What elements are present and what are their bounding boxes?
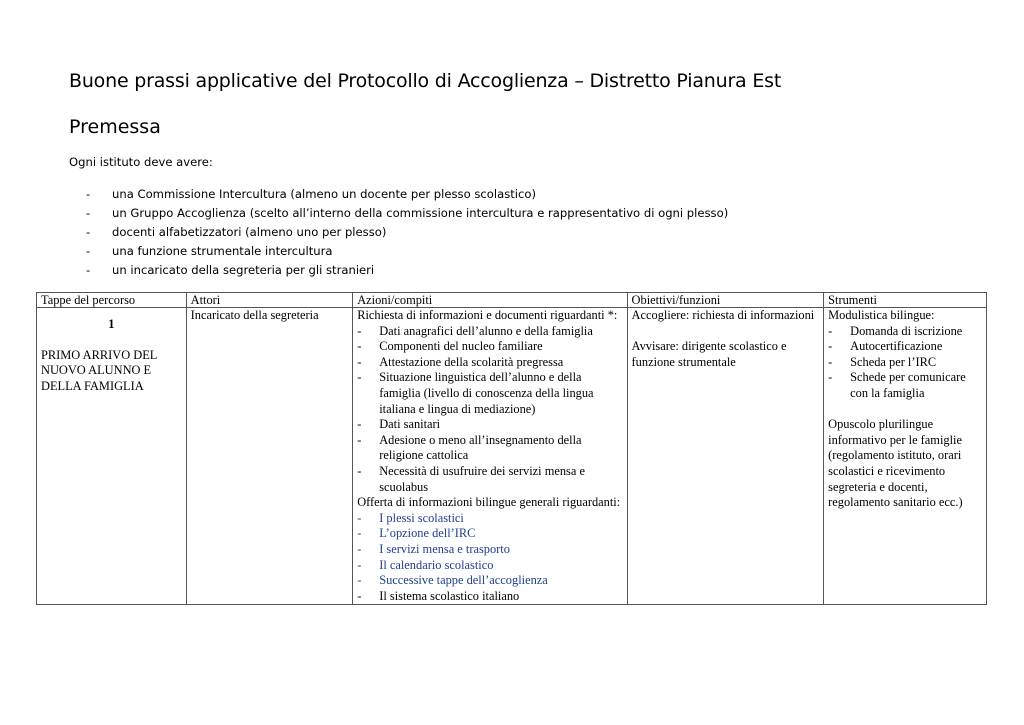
column-header-strumenti: Strumenti — [824, 293, 987, 308]
bullet-dash: - — [357, 573, 362, 588]
action-text: Componenti del nucleo familiare — [379, 339, 543, 354]
action-text: Dati anagrafici dell’alunno e della famiglia — [379, 323, 593, 338]
bullet-dash: - — [357, 432, 362, 447]
requirement-text: una funzione strumentale intercultura — [112, 244, 333, 258]
action-text: Necessità di usufruire dei servizi mensa e scuolabus — [379, 463, 585, 494]
tools-intro: Modulistica bilingue: — [828, 308, 935, 322]
intro-text: Ogni istituto deve avere: — [69, 155, 213, 169]
column-header-azioni: Azioni/compiti — [353, 293, 627, 308]
bullet-dash: - — [828, 339, 833, 354]
objective-text: Accogliere: richiesta di informazioni — [631, 308, 815, 322]
list-item — [86, 242, 728, 261]
list-item — [86, 223, 728, 242]
action-text: Situazione linguistica dell’alunno e della famiglia (livello di conoscenza della lingua italiana e lingua di mediazione) — [379, 370, 594, 416]
document-title: Buone prassi applicative del Protocollo di Accoglienza – Distretto Pianura Est — [69, 70, 782, 92]
list-item — [86, 261, 728, 280]
offer-text: Il calendario scolastico — [379, 557, 494, 572]
requirements-list — [86, 185, 728, 280]
bullet-dash: - — [357, 354, 362, 369]
bullet-dash: - — [357, 370, 362, 385]
tools-note: Opuscolo plurilingue informativo per le famiglie (regolamento istituto, orari scolastici e ricevimento segreteria e docenti, regolamento sanitario ecc.) — [828, 417, 963, 510]
column-header-obiettivi: Obiettivi/funzioni — [627, 293, 824, 308]
cell-actions — [353, 308, 627, 605]
list-item — [357, 324, 622, 340]
offer-text: I plessi scolastici — [379, 510, 464, 525]
list-item — [828, 370, 982, 401]
step-name: PRIMO ARRIVO DEL NUOVO ALUNNO E DELLA FAMIGLIA — [41, 347, 157, 393]
bullet-dash: - — [357, 588, 362, 603]
action-text: Attestazione della scolarità pregressa — [379, 354, 564, 369]
list-item — [357, 339, 622, 355]
tool-text: Autocertificazione — [850, 339, 943, 354]
cell-objectives — [627, 308, 824, 605]
objective-text: Avvisare: dirigente scolastico e funzione strumentale — [631, 339, 787, 369]
offer-intro: Offerta di informazioni bilingue generali riguardanti: — [357, 495, 621, 510]
list-item — [357, 589, 622, 605]
list-item — [357, 355, 622, 371]
actor-text: Incaricato della segreteria — [190, 308, 319, 322]
action-text: Dati sanitari — [379, 417, 441, 432]
list-item — [357, 558, 622, 574]
list-item — [357, 542, 622, 558]
bullet-dash: - — [357, 510, 362, 525]
list-item — [86, 185, 728, 204]
bullet-dash: - — [357, 526, 362, 541]
list-item — [357, 511, 622, 527]
list-item — [357, 417, 622, 433]
bullet-dash: - — [828, 323, 833, 338]
cell-step — [37, 308, 187, 605]
tool-text: Scheda per l’IRC — [850, 354, 937, 369]
bullet-dash: - — [86, 225, 91, 239]
spacer — [828, 402, 982, 418]
column-header-attori: Attori — [186, 293, 353, 308]
list-item — [357, 433, 622, 464]
list-item — [828, 324, 982, 340]
bullet-dash: - — [357, 541, 362, 556]
bullet-dash: - — [828, 354, 833, 369]
offer-text: I servizi mensa e trasporto — [379, 541, 510, 556]
protocol-table — [36, 292, 987, 605]
requirement-text: un Gruppo Accoglienza (scelto all’interno della commissione intercultura e rappresentativo di ogni plesso) — [112, 206, 729, 220]
bullet-dash: - — [357, 463, 362, 478]
requirement-text: una Commissione Intercultura (almeno un docente per plesso scolastico) — [112, 187, 536, 201]
list-item — [828, 355, 982, 371]
offer-text: L’opzione dell’IRC — [379, 526, 476, 541]
list-item — [357, 464, 622, 495]
list-item — [86, 204, 728, 223]
bullet-dash: - — [357, 339, 362, 354]
bullet-dash: - — [357, 323, 362, 338]
list-item — [357, 573, 622, 589]
tool-text: Domanda di iscrizione — [850, 323, 963, 338]
bullet-dash: - — [86, 187, 91, 201]
tool-text: Schede per comunicare con la famiglia — [850, 370, 966, 400]
bullet-dash: - — [828, 370, 833, 385]
requirement-text: un incaricato della segreteria per gli stranieri — [112, 263, 375, 277]
bullet-dash: - — [357, 557, 362, 572]
section-heading-premessa: Premessa — [69, 116, 161, 138]
step-number: 1 — [108, 317, 115, 331]
list-item — [357, 370, 622, 417]
requirement-text: docenti alfabetizzatori (almeno uno per plesso) — [112, 225, 387, 239]
table-row — [37, 308, 987, 605]
column-header-tappe: Tappe del percorso — [37, 293, 187, 308]
action-text: Adesione o meno all’insegnamento della religione cattolica — [379, 432, 582, 463]
bullet-dash: - — [86, 244, 91, 258]
bullet-dash: - — [357, 417, 362, 432]
offer-text: Successive tappe dell’accoglienza — [379, 573, 548, 588]
cell-tools — [824, 308, 987, 605]
bullet-dash: - — [86, 263, 91, 277]
list-item — [828, 339, 982, 355]
table-header-row — [37, 293, 987, 308]
actions-intro: Richiesta di informazioni e documenti riguardanti *: — [357, 308, 618, 322]
bullet-dash: - — [86, 206, 91, 220]
list-item — [357, 526, 622, 542]
cell-actor — [186, 308, 353, 605]
spacer — [632, 324, 820, 340]
offer-text: Il sistema scolastico italiano — [379, 588, 520, 603]
